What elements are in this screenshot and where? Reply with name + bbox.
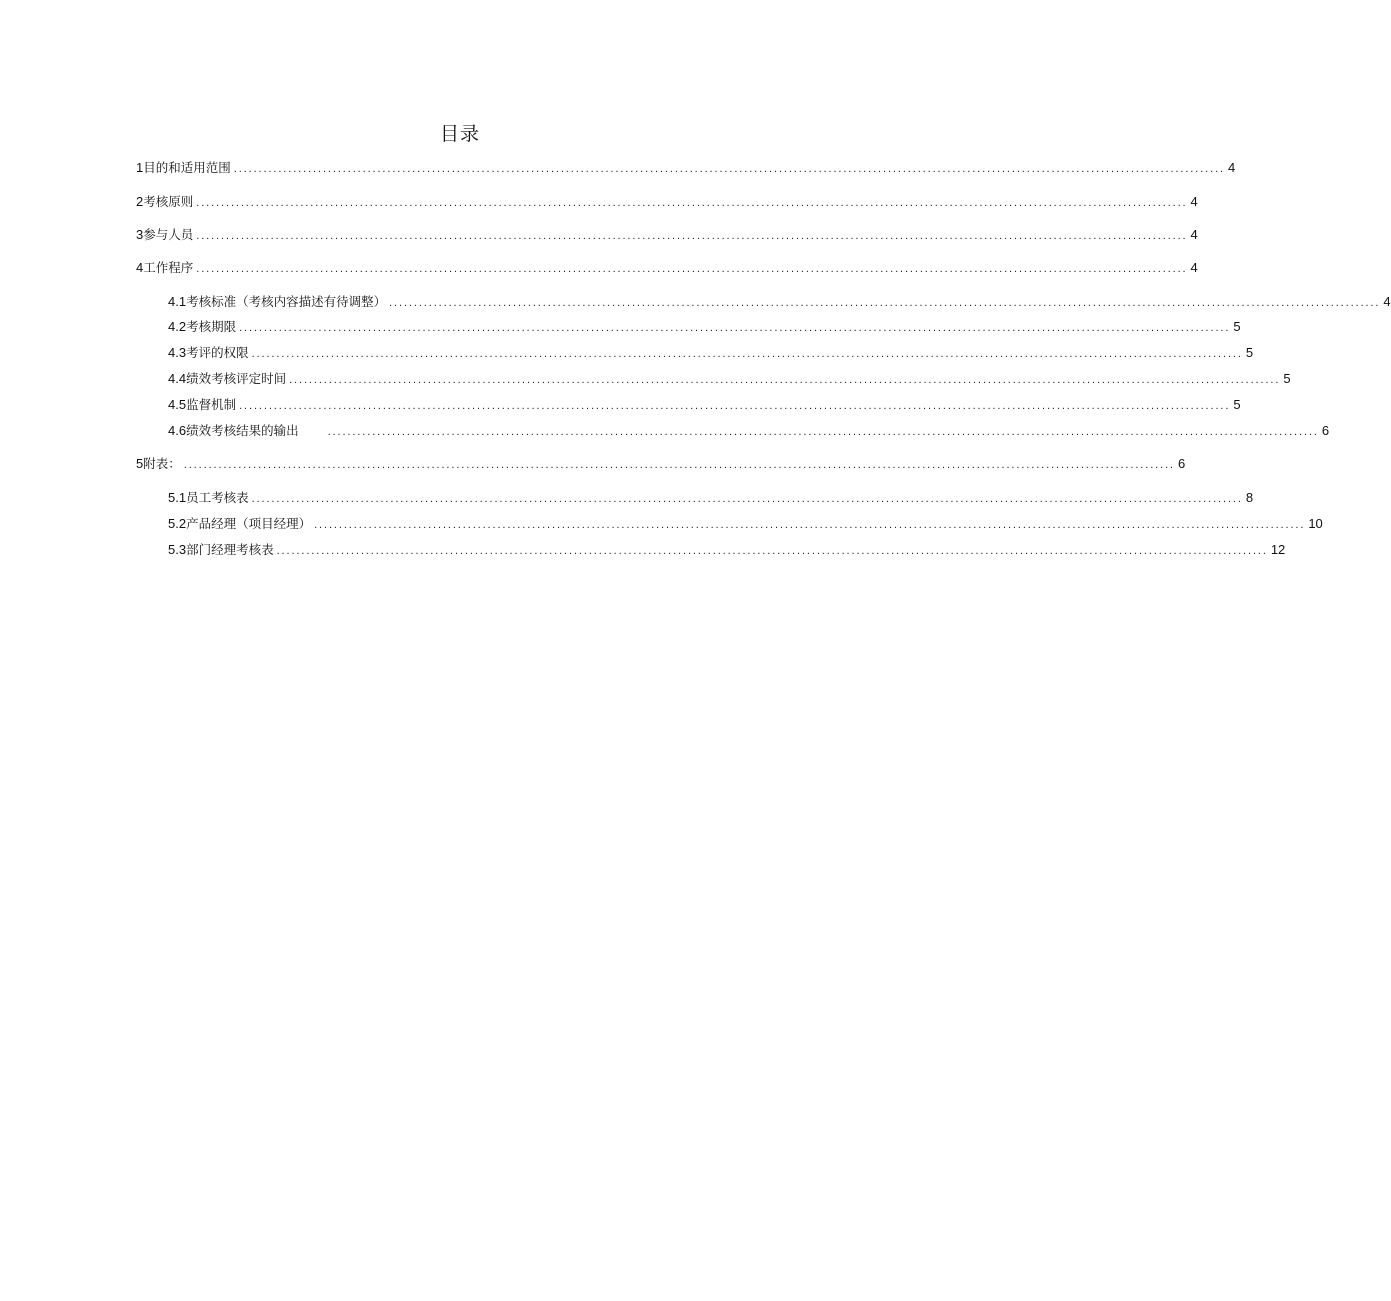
toc-entry-number: 4.5 <box>168 397 187 412</box>
toc-entry-number: 4.2 <box>168 319 187 334</box>
toc-entry-label: 考核标准（考核内容描述有待调整） <box>186 294 387 309</box>
dot-leader: ........................................................................................................................................................................................................ <box>251 348 1243 360</box>
toc-entry-number: 5.1 <box>168 490 187 505</box>
toc-title: 目录 <box>439 123 480 145</box>
dot-leader: ........................................................................................................................................................................................................ <box>239 400 1231 412</box>
toc-entry[interactable] <box>168 516 1323 533</box>
toc-entry-number: 3 <box>136 227 144 242</box>
toc-entry-page: 4 <box>1190 260 1198 275</box>
toc-entry-page: 12 <box>1270 542 1286 557</box>
dot-leader: ........................................................................................................................................................................................................ <box>196 197 1188 209</box>
toc-entry-label: 员工考核表 <box>186 490 249 505</box>
toc-entry-label: 工作程序 <box>143 260 194 275</box>
toc-entry-page: 4 <box>1190 194 1198 209</box>
toc-entry-number: 5.2 <box>168 516 187 531</box>
toc-entry-number: 5.3 <box>168 542 187 557</box>
dot-leader: ........................................................................................................................................................................................................ <box>233 163 1225 175</box>
toc-entry-page: 6 <box>1321 423 1330 438</box>
dot-leader: ........................................................................................................................................................................................................ <box>196 263 1188 275</box>
dot-leader: ........................................................................................................................................................................................................ <box>239 322 1231 334</box>
toc-entry-label: 考核期限 <box>186 319 237 334</box>
toc-entry[interactable] <box>168 319 1241 336</box>
toc-entry-label: 监督机制 <box>186 397 237 412</box>
toc-entry-label: 部门经理考核表 <box>186 542 274 557</box>
toc-entry-label: 考评的权限 <box>186 345 249 360</box>
toc-entry[interactable] <box>136 227 1198 244</box>
toc-entry-page: 10 <box>1308 516 1323 531</box>
toc-entry-label: 目的和适用范围 <box>143 160 231 175</box>
toc-entry-number: 4 <box>136 260 144 275</box>
dot-leader: ........................................................................................................................................................................................................ <box>389 297 1381 309</box>
toc-entry-number: 2 <box>136 194 144 209</box>
dot-leader: ........................................................................................................................................................................................................ <box>314 519 1306 531</box>
toc-entry-number: 4.4 <box>168 371 187 386</box>
toc-entry-label: 参与人员 <box>143 227 194 242</box>
toc-entry-number: 4.1 <box>168 294 187 309</box>
toc-entry-label: 绩效考核评定时间 <box>186 371 287 386</box>
dot-leader: ........................................................................................................................................................................................................ <box>289 374 1281 386</box>
toc-entry[interactable] <box>136 194 1198 211</box>
toc-entry-page: 5 <box>1245 345 1254 360</box>
toc-entry-number: 4.6 <box>168 423 187 438</box>
toc-entry-label: 附表： <box>143 456 181 471</box>
toc-entry-page: 5 <box>1233 319 1241 334</box>
toc-entry-page: 5 <box>1283 371 1291 386</box>
toc-entry-page: 4 <box>1383 294 1391 309</box>
toc-entry[interactable] <box>168 423 1330 440</box>
toc-entry[interactable] <box>136 456 1186 473</box>
toc-entry-page: 4 <box>1227 160 1236 175</box>
toc-entry[interactable] <box>168 490 1254 507</box>
toc-entry-label: 产品经理（项目经理） <box>186 516 312 531</box>
toc-entry[interactable] <box>136 160 1236 177</box>
toc-entry-label: 绩效考核结果的输出 <box>186 423 299 438</box>
toc-entry[interactable] <box>168 371 1291 388</box>
toc-entry-page: 4 <box>1190 227 1198 242</box>
toc-entry-number: 4.3 <box>168 345 187 360</box>
dot-leader: ........................................................................................................................................................................................................ <box>276 545 1268 557</box>
toc-entry[interactable] <box>168 294 1391 311</box>
toc-entry-label: 考核原则 <box>143 194 194 209</box>
toc-entry-number: 1 <box>136 160 144 175</box>
toc-entry[interactable] <box>168 542 1286 559</box>
dot-leader: ........................................................................................................................................................................................................ <box>183 459 1175 471</box>
toc-entry-page: 8 <box>1245 490 1254 505</box>
dot-leader: ........................................................................................................................................................................................................ <box>327 426 1319 438</box>
toc-entry-page: 5 <box>1233 397 1241 412</box>
dot-leader: ........................................................................................................................................................................................................ <box>196 230 1188 242</box>
toc-entry-page: 6 <box>1177 456 1186 471</box>
dot-leader: ........................................................................................................................................................................................................ <box>251 493 1243 505</box>
toc-entry[interactable] <box>168 397 1241 414</box>
toc-entry-number: 5 <box>136 456 144 471</box>
toc-entry[interactable] <box>136 260 1198 277</box>
toc-entry[interactable] <box>168 345 1254 362</box>
